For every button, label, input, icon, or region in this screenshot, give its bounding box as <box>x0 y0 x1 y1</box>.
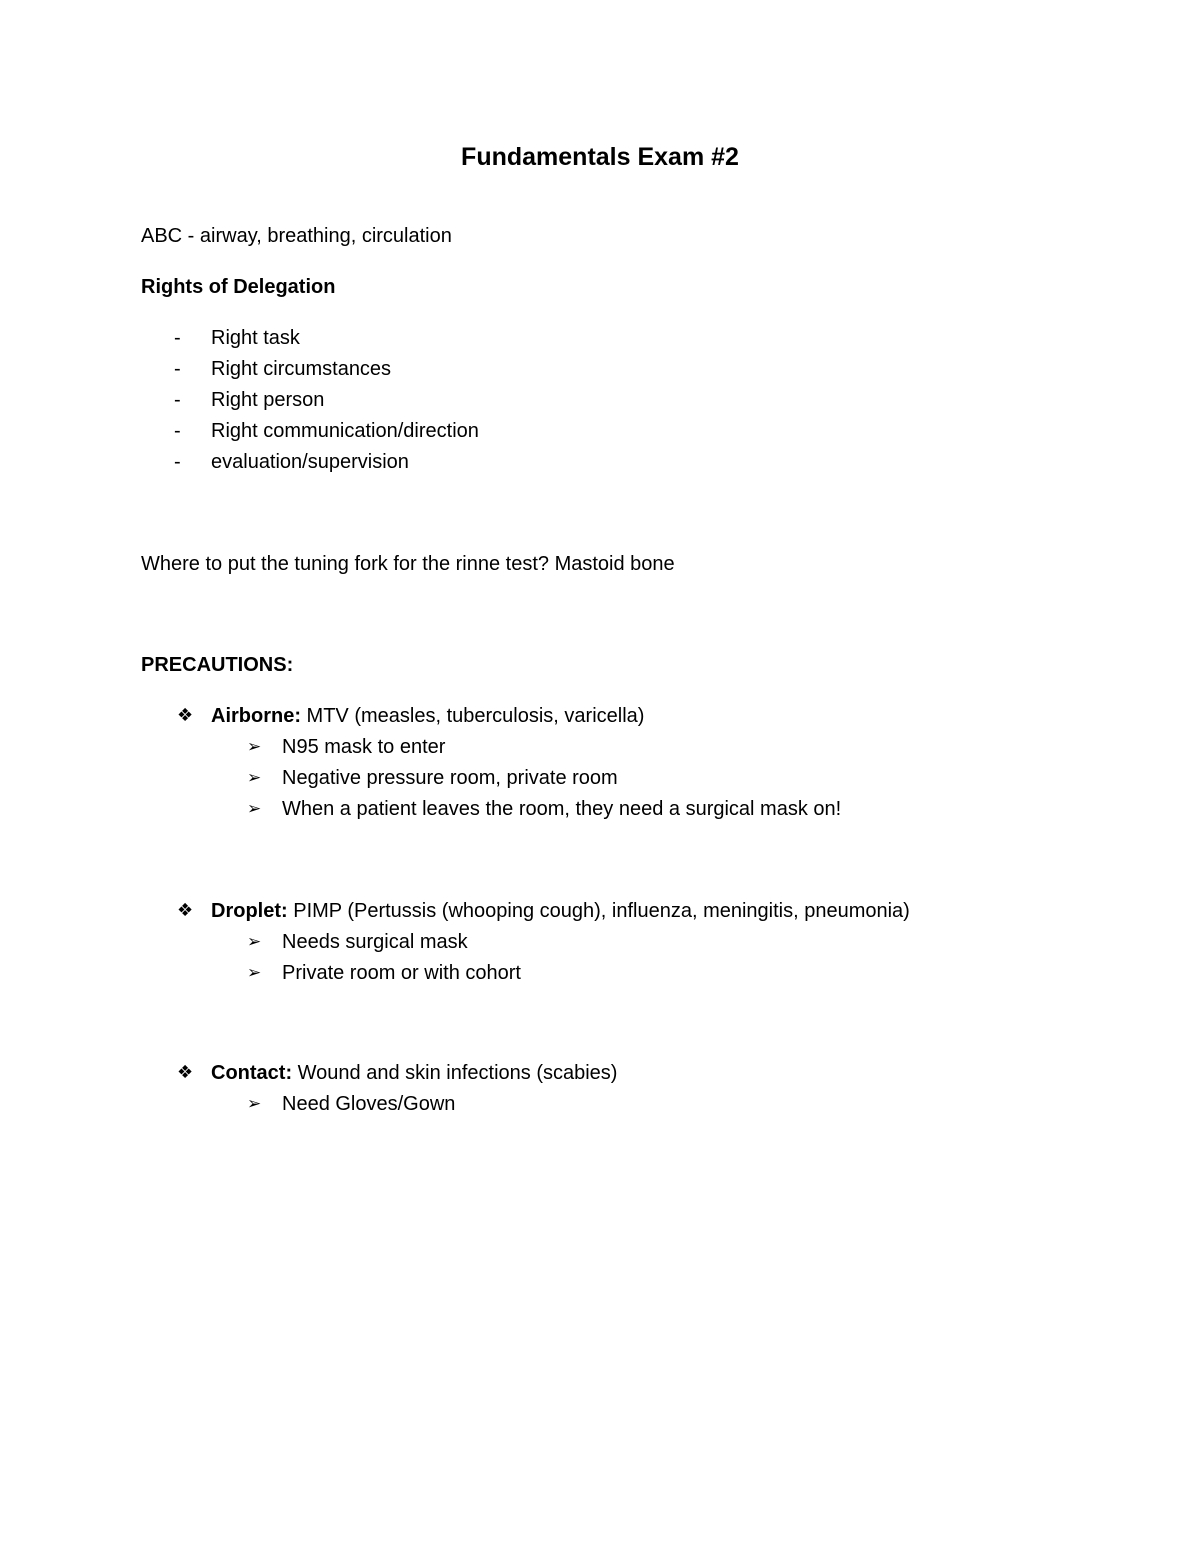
precaution-description: Wound and skin infections (scabies) <box>292 1062 618 1084</box>
document-title: Fundamentals Exam #2 <box>461 143 739 171</box>
list-item-text: Right person <box>211 389 325 411</box>
list-item-text: evaluation/supervision <box>211 451 409 473</box>
sub-item-text: Need Gloves/Gown <box>282 1093 456 1115</box>
dash-bullet: - <box>174 327 181 349</box>
precaution-label: Droplet: <box>211 900 288 922</box>
arrow-icon: ➢ <box>247 737 262 757</box>
sub-item-text: Negative pressure room, private room <box>282 767 618 789</box>
list-item-text: Right task <box>211 327 300 349</box>
precaution-description: MTV (measles, tuberculosis, varicella) <box>301 705 645 727</box>
arrow-icon: ➢ <box>247 768 262 788</box>
precaution-label: Airborne: <box>211 705 301 727</box>
abc-line: ABC - airway, breathing, circulation <box>141 225 452 247</box>
arrow-icon: ➢ <box>247 963 262 983</box>
precaution-line <box>211 897 910 925</box>
dash-bullet: - <box>174 358 181 380</box>
precaution-description: PIMP (Pertussis (whooping cough), influenza, meningitis, pneumonia) <box>287 900 910 922</box>
arrow-icon: ➢ <box>247 932 262 952</box>
sub-item-text: Needs surgical mask <box>282 931 468 953</box>
diamond-icon: ❖ <box>177 1062 194 1083</box>
precautions-heading: PRECAUTIONS: <box>141 654 294 676</box>
arrow-icon: ➢ <box>247 799 262 819</box>
precaution-line <box>211 1059 617 1087</box>
sub-item-text: N95 mask to enter <box>282 736 446 758</box>
precaution-label: Contact: <box>211 1062 293 1084</box>
list-item-text: Right communication/direction <box>211 420 479 442</box>
diamond-icon: ❖ <box>177 900 194 921</box>
sub-item-text: Private room or with cohort <box>282 962 521 984</box>
dash-bullet: - <box>174 451 181 473</box>
delegation-heading: Rights of Delegation <box>141 276 336 298</box>
rinne-test-line: Where to put the tuning fork for the rinne test? Mastoid bone <box>141 553 675 575</box>
arrow-icon: ➢ <box>247 1094 262 1114</box>
sub-item-text: When a patient leaves the room, they need a surgical mask on! <box>282 798 842 820</box>
diamond-icon: ❖ <box>177 705 194 726</box>
list-item-text: Right circumstances <box>211 358 392 380</box>
dash-bullet: - <box>174 420 181 442</box>
dash-bullet: - <box>174 389 181 411</box>
precaution-line <box>211 702 644 730</box>
